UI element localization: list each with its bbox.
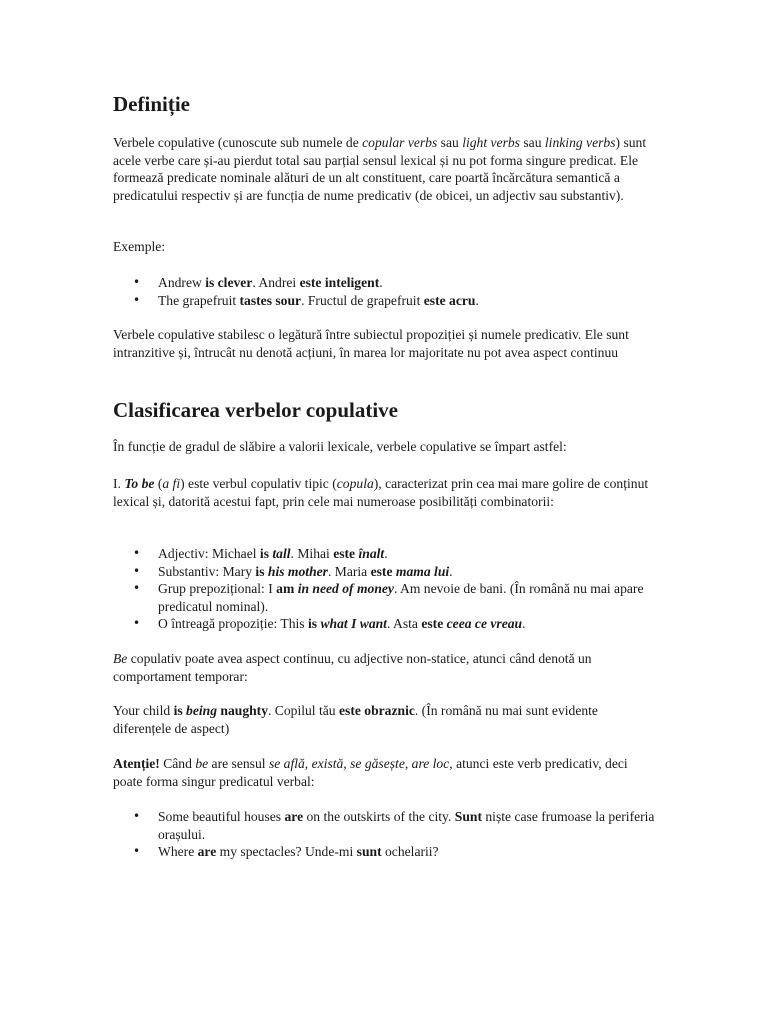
text-run: tastes sour [239,292,302,308]
text-run: înalt [358,546,385,561]
text-run: light verbs [462,135,520,150]
text-run: is clever [205,275,253,290]
text-run: . [384,546,388,561]
text-run: his mother [267,563,328,579]
text-run: mama lui [395,563,450,579]
text-run: Some beautiful houses [158,809,285,824]
attention-examples-list [113,808,658,861]
text-run: În funcție de gradul de slăbire a valorii lexicale, verbele copulative se împart astfel: [113,439,567,454]
text-run: naughty [217,703,268,718]
text-run: este [370,563,396,579]
examples-label: Exemple: [113,239,166,254]
text-run: Verbele copulative stabilesc o legătură între subiectul propoziției și numele predicativ. Ele sunt intranzitive și, întrucât nu denotă acțiuni, în marea lor majoritate nu pot avea aspect continuu [113,327,629,360]
classification-heading: Clasificarea verbelor copulative [113,398,398,422]
text-run: is [308,616,321,631]
text-run: , atunci este verb predicativ, deci poate forma singur predicatul verbal: [113,756,628,789]
list-item [113,580,658,615]
text-run: are [197,844,217,859]
text-run: are [284,809,304,824]
definition-heading: Definiție [113,92,190,116]
continuous-note-paragraph [113,650,658,685]
text-run: is [255,563,268,579]
text-run: ), caracterizat prin cea mai mare golire de conținut lexical și, datorită acestui fapt, prin cele mai numeroase posibilități combinatorii: [113,476,649,509]
to-be-paragraph [113,475,658,510]
text-run: is [259,546,273,561]
text-run: Your child [113,703,174,718]
list-item [113,615,658,633]
text-run: being [186,703,217,718]
text-run: Be [113,651,128,666]
text-run: tall [272,546,291,561]
text-run: . [379,275,383,290]
definition-closing-paragraph [113,326,658,361]
text-run: a fi [162,476,181,491]
definition-intro-paragraph [113,134,658,204]
attention-paragraph [113,755,658,790]
text-run: ( [154,476,163,491]
text-run: este acru [423,292,476,308]
text-run: Where [158,844,198,859]
definition-examples-list [113,274,658,309]
text-run: ) sunt acele verbe care și-au pierdut total sau parțial sensul lexical și nu pot forma singure predicat. Ele formează predicate nominale alături de un alt constituent, care poartă încărcătura semantică a predicatului respectiv și are funcția de nume predicativ (de obicei, un adjectiv sau substantiv). [113,135,647,203]
text-run: The grapefruit [158,292,240,308]
text-run: Verbele copulative (cunoscute sub numele de [113,135,363,150]
list-item [113,563,658,581]
text-run: copula [336,476,374,491]
text-run: Sunt [454,809,482,824]
text-run: este inteligent [299,275,380,290]
text-run: se află, există, se găsește, are loc [268,756,450,771]
text-run: sunt [356,844,382,859]
text-run: niște case frumoase la periferia orașului. [158,809,655,842]
text-run: este [333,546,359,561]
text-run: . [475,292,479,308]
text-run: Grup prepozițional: I [158,581,277,596]
text-run: is [173,703,187,718]
text-run: ochelarii? [381,844,439,859]
text-run: . Am nevoie de bani. (În română nu mai apare predicatul nominal). [158,581,644,614]
text-run: am [276,581,298,596]
text-run: in need of money [297,581,394,596]
to-be-examples-list [113,545,658,633]
text-run: my spectacles? Unde-mi [216,844,357,859]
text-run: ) este verbul copulativ tipic ( [180,476,337,491]
text-run: sau [437,135,463,150]
text-run: sau [519,135,545,150]
text-run: . Andrei [252,275,300,290]
text-run: copular verbs [362,135,438,150]
text-run: . Asta [386,616,422,631]
text-run: O întreagă propoziție: This [158,616,308,631]
text-run: este obraznic [339,703,415,718]
text-run: . Copilul tău [268,703,339,718]
text-run: Adjectiv: Michael [158,546,260,561]
text-run: . (În română nu mai sunt evidente diferențele de aspect) [113,703,598,736]
text-run: Substantiv: Mary [158,563,256,579]
text-run: linking verbs [544,135,616,150]
text-run: Atenție! [113,756,160,771]
text-run: . Mihai [290,546,334,561]
list-item [113,274,658,292]
continuous-example-paragraph [113,702,658,737]
list-item [113,808,658,843]
list-item [113,292,658,310]
text-run: este [421,616,447,631]
list-item [113,545,658,563]
classification-intro-paragraph [113,438,658,456]
text-run: on the outskirts of the city. [303,809,455,824]
text-run: To be [124,476,155,491]
text-run: ceea ce vreau [446,616,523,631]
text-run: Când [159,756,196,771]
text-run: . Maria [327,563,371,579]
text-run: I. [113,476,125,491]
text-run: copulativ poate avea aspect continuu, cu adjective non-statice, atunci când denotă un comportament temporar: [113,651,592,684]
list-item [113,843,658,861]
text-run: what I want [320,616,387,631]
text-run: . Fructul de grapefruit [301,292,424,308]
text-run: Andrew [158,275,206,290]
text-run: . [449,563,453,579]
text-run: . [522,616,526,631]
text-run: are sensul [208,756,269,771]
text-run: be [195,756,209,771]
